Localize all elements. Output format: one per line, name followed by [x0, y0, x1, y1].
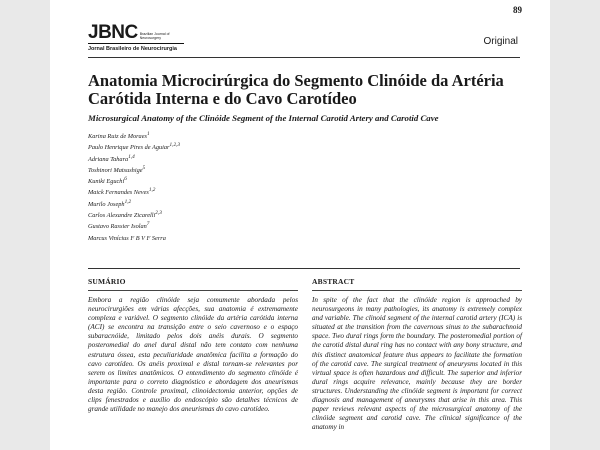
author-name: Paulo Henrique Pires de Aguiar — [88, 144, 170, 152]
sumario-section — [88, 277, 298, 414]
article-title: Anatomia Microcirúrgica do Segmento Clinóide da Artéria Carótida Interna e do Cavo Carotídeo — [88, 71, 504, 108]
author-item — [88, 209, 180, 220]
author-name: Gustavo Rassier Isolan — [88, 223, 147, 231]
header-divider — [88, 57, 520, 58]
abstract-underline — [312, 290, 522, 291]
author-list — [88, 130, 180, 243]
sumario-underline — [88, 290, 298, 291]
author-name: Toshinori Matsushige — [88, 166, 143, 174]
author-affiliation: 1,2 — [124, 198, 132, 205]
journal-logo-mark: JBNC — [88, 22, 138, 43]
author-affiliation: 7 — [146, 221, 150, 228]
abstract-section — [312, 277, 522, 432]
author-name: Karina Ruiz de Moraes — [88, 133, 147, 141]
journal-logo-subtitle: Brazilian Journal of Neurosurgery — [139, 32, 170, 40]
author-affiliation: 6 — [124, 176, 127, 183]
page-number: 89 — [513, 5, 522, 15]
author-item — [88, 232, 180, 243]
author-item — [88, 130, 180, 141]
author-affiliation: 1,4 — [128, 153, 135, 160]
article-page — [50, 0, 550, 450]
article-subtitle: Microsurgical Anatomy of the Clinóide Segment of the Internal Carotid Artery and Carotid Cave — [88, 113, 439, 123]
author-item — [88, 164, 180, 175]
section-label: Original — [483, 36, 518, 47]
journal-name: Jornal Brasileiro de Neurocirurgia — [88, 46, 177, 52]
body-divider — [88, 268, 520, 269]
author-name: Carlos Alexandre Zicarelli — [88, 212, 156, 220]
author-affiliation: 1,2,3 — [169, 142, 180, 149]
author-affiliation: 1,2 — [148, 187, 156, 194]
author-name: Adriana Tahara — [88, 155, 129, 163]
sumario-text: Embora a região clinóide seja comumente abordada pelos neurocirurgiões em várias afecções, sua anatomia é extremamente complexa e variável. O segmento clinóide da artéria carótida interna (ACI) se encontra na transição entre o seio cavernoso e o espaço subaracnóide, limitado pelos dois anéis durais. O segmento posteromedial do anel dural distal não tem contato com nenhuma estrutura óssea, esta peculiaridade anatômica facilita a formação do cavo carotídeo. Os anéis proximal e distal tornam-se relevantes por serem os limites anatômicos. O entendimento do segmento clinóide é importante para o correto diagnóstico e abordagem dos aneurismas desta região. Controle proximal, clinoidectomia anterior, opções de clips fenestrados e auxílio do endoscópio são detalhes técnicos de grande utilidade no manejo dos aneurismas do cavo carotídeo. — [88, 296, 298, 414]
author-affiliation: 1 — [146, 131, 150, 137]
author-item — [88, 175, 180, 186]
author-name: Kuniki Eguchi — [88, 178, 125, 186]
author-item — [88, 153, 180, 164]
author-affiliation: 2,3 — [155, 210, 162, 217]
author-item — [88, 198, 180, 209]
sumario-heading: SUMÁRIO — [88, 277, 126, 286]
journal-logo — [88, 24, 184, 52]
abstract-heading: ABSTRACT — [312, 277, 355, 286]
author-name: Murilo Joseph — [88, 200, 125, 208]
author-name: Maick Fernandes Neves — [88, 189, 149, 197]
author-item — [88, 220, 180, 231]
author-item — [88, 186, 180, 197]
author-name: Marcus Vinícius F B V F Serra — [88, 234, 166, 242]
author-item — [88, 141, 180, 152]
author-affiliation: 5 — [142, 164, 146, 171]
abstract-text: In spite of the fact that the clinóide region is approached by neurosurgeons in many pathologies, its anatomy is extremely complex and variable. The clinoid segment of the internal carotid artery (ICA) is situated at the transition from the cavernous sinus to the subarachnoid space. Two dural rings form the boundary. The posteromedial portion of the carotid distal dural ring has no contact with any bony structure, and this distinct anatomical feature thus appears to facilitate the formation of the carotid cave. The surgical treatment of aneurysms located in this virtual space is often hazardous and difficult. The superior and inferior dural rings acquire relevance, mainly because they are border structures. Understanding the clinóide segment is important for correct diagnosis and management of aneurysms that arise in this area. This paper reviews relevant aspects of the microsurgical anatomy of the clinóide segment and carotid cave. The clinical significance of the anatomy in — [312, 296, 522, 432]
